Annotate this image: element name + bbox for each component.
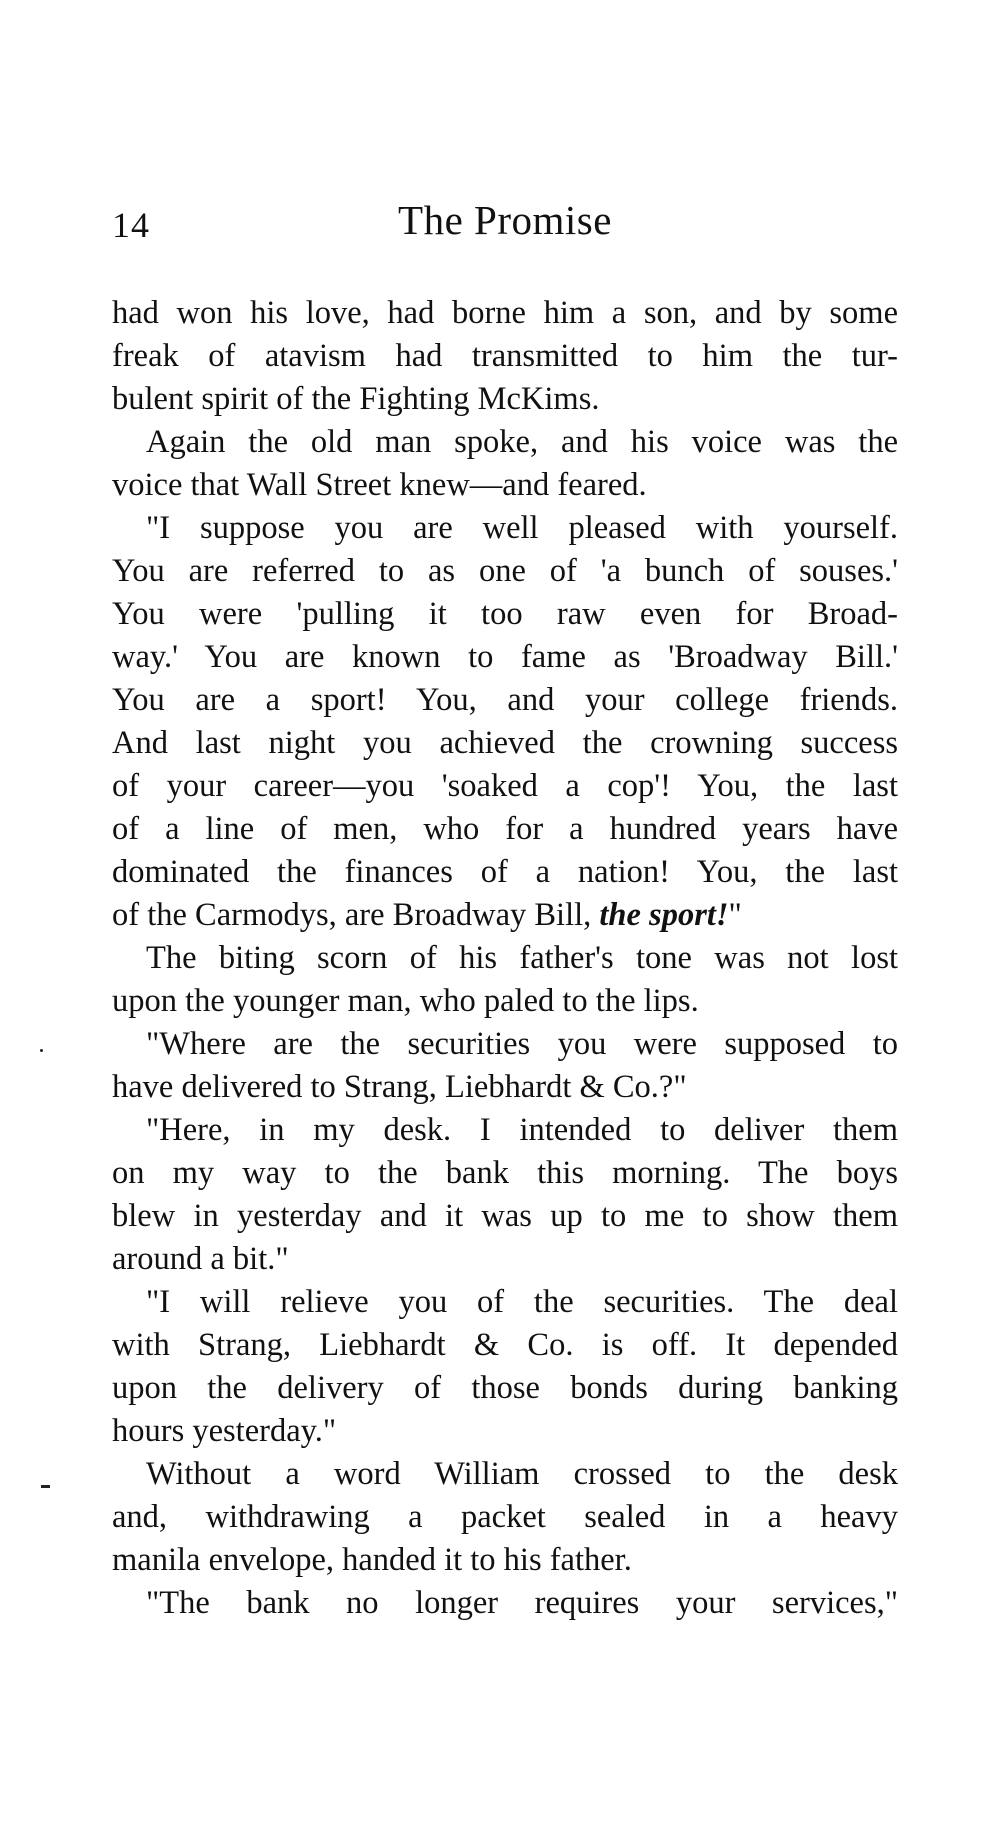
text-line: manila envelope, handed it to his father.	[112, 1542, 632, 1578]
text-line: Again the old man spoke, and his voice was the	[146, 424, 898, 460]
text-line: around a bit."	[112, 1241, 289, 1277]
text-line: "The bank no longer requires your services,"	[146, 1585, 898, 1621]
text-line: Without a word William crossed to the desk	[146, 1456, 898, 1492]
text-line: voice that Wall Street knew—and feared.	[112, 467, 647, 503]
text-line: bulent spirit of the Fighting McKims.	[112, 381, 600, 417]
text-line: And last night you achieved the crowning success	[112, 725, 898, 761]
margin-dash	[41, 1485, 50, 1488]
text-line: with Strang, Liebhardt & Co. is off. It depended	[112, 1327, 898, 1363]
text-line: upon the younger man, who paled to the lips.	[112, 983, 699, 1019]
text-line: freak of atavism had transmitted to him the tur-	[112, 338, 898, 374]
page-header	[112, 196, 898, 256]
text-line: blew in yesterday and it was up to me to show them	[112, 1198, 898, 1234]
text-line-with-italic	[112, 894, 898, 937]
line-text: of the Carmodys, are Broadway Bill,	[112, 897, 592, 933]
text-line: had won his love, had borne him a son, and by some	[112, 295, 898, 331]
text-line: and, withdrawing a packet sealed in a heavy	[112, 1499, 898, 1535]
text-line: The biting scorn of his father's tone was not lost	[146, 940, 898, 976]
text-line: "Where are the securities you were supposed to	[146, 1026, 898, 1062]
text-line: hours yesterday."	[112, 1413, 337, 1449]
text-line: on my way to the bank this morning. The boys	[112, 1155, 898, 1191]
closing-quote: "	[728, 897, 742, 933]
text-line: "I will relieve you of the securities. The deal	[146, 1284, 898, 1320]
body-text	[112, 292, 898, 1625]
text-line: of your career—you 'soaked a cop'! You, the last	[112, 768, 898, 804]
margin-dot	[40, 1049, 43, 1052]
page-number: 14	[112, 205, 150, 245]
text-line: You are a sport! You, and your college friends.	[112, 682, 898, 718]
text-line: You were 'pulling it too raw even for Broad-	[112, 596, 898, 632]
italic-phrase: the sport!	[599, 897, 729, 933]
text-line: have delivered to Strang, Liebhardt & Co.?"	[112, 1069, 687, 1105]
text-line: dominated the finances of a nation! You, the last	[112, 854, 898, 890]
text-line: upon the delivery of those bonds during banking	[112, 1370, 898, 1406]
text-line: of a line of men, who for a hundred years have	[112, 811, 898, 847]
text-line: "I suppose you are well pleased with yourself.	[146, 510, 898, 546]
text-line: "Here, in my desk. I intended to deliver them	[146, 1112, 898, 1148]
running-title: The Promise	[398, 197, 612, 243]
text-line: way.' You are known to fame as 'Broadway Bill.'	[112, 639, 898, 675]
text-line: You are referred to as one of 'a bunch of souses.'	[112, 553, 898, 589]
